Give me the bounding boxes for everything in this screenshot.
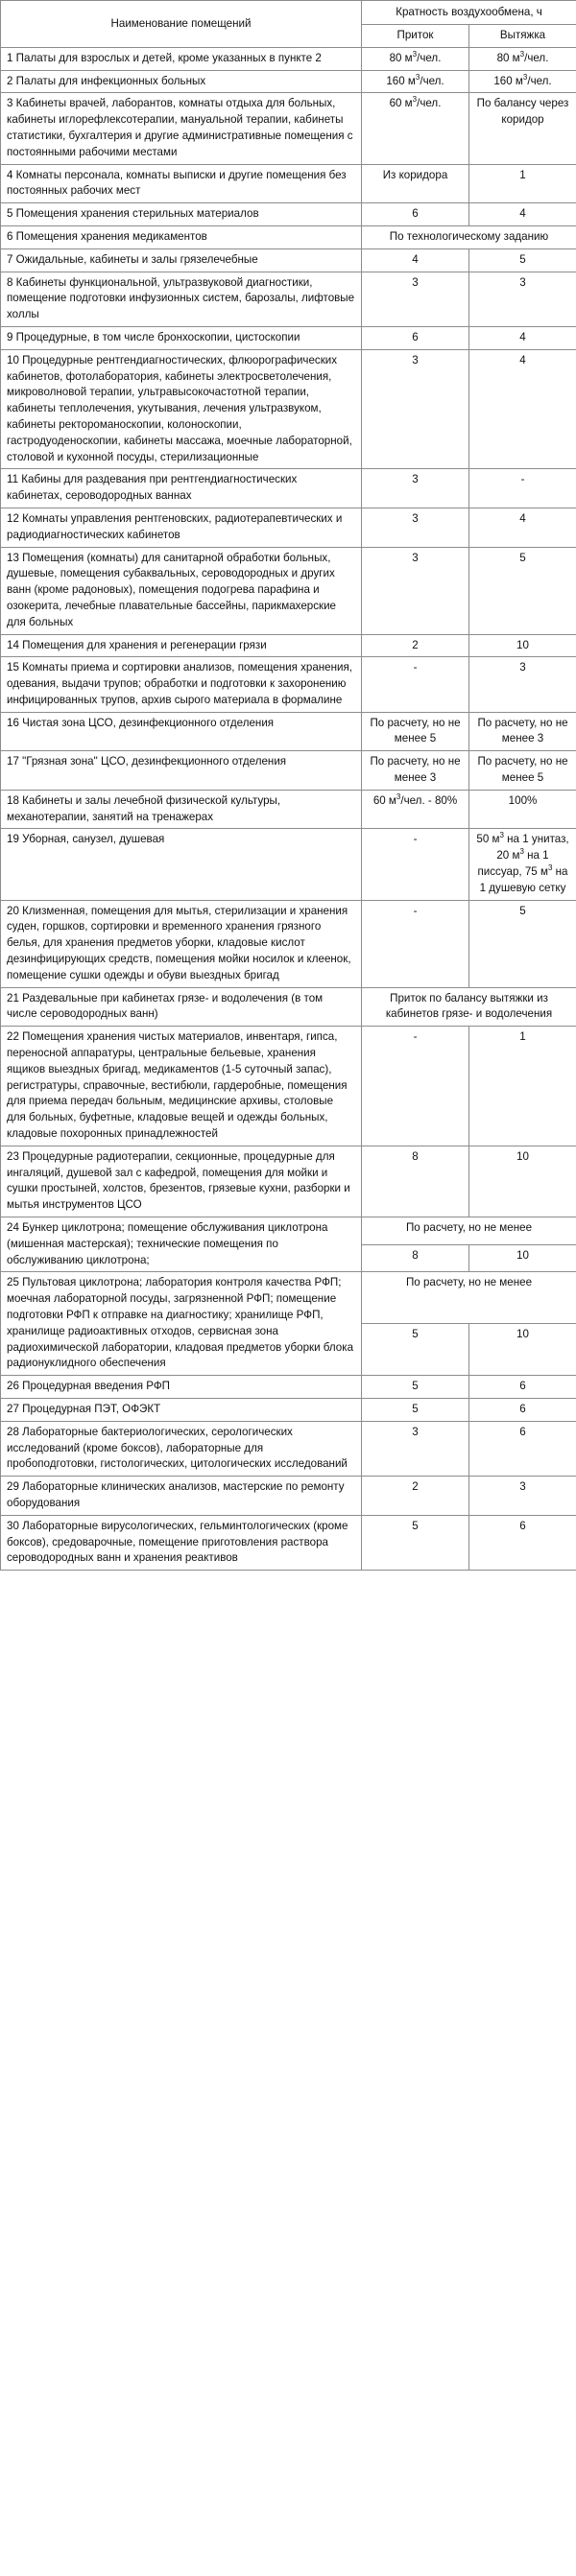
room-name: 15 Комнаты приема и сортировки анализов, помещения хранения, одевания, выдачи трупов; обработки и подготовки к захоронению инфицированных трупов, архив сырого материала в формалине [1, 657, 362, 712]
exhaust-rate: 80 $м^3$/чел. [469, 47, 576, 70]
exhaust-rate: 5 [469, 547, 576, 634]
supply-rate: - [362, 900, 469, 987]
room-name: 17 "Грязная зона" ЦСО, дезинфекционного отделения [1, 751, 362, 791]
supply-rate: 3 [362, 349, 469, 469]
exhaust-rate: По балансу через коридор [469, 93, 576, 164]
table-row [1, 1421, 576, 1476]
exhaust-rate: 4 [469, 508, 576, 547]
supply-rate: 3 [362, 272, 469, 326]
supply-rate: 3 [362, 547, 469, 634]
room-name: 1 Палаты для взрослых и детей, кроме указанных в пункте 2 [1, 47, 362, 70]
exhaust-rate: 100% [469, 790, 576, 829]
room-name: 5 Помещения хранения стерильных материалов [1, 203, 362, 226]
table-row [1, 900, 576, 987]
table-row [1, 203, 576, 226]
supply-rate: - [362, 1027, 469, 1146]
exhaust-rate: 6 [469, 1421, 576, 1476]
table-body [1, 47, 576, 1570]
table-row [1, 469, 576, 508]
exhaust-rate: 160 $м^3$/чел. [469, 70, 576, 93]
table-row [1, 829, 576, 900]
supply-rate: 80 $м^3$/чел. [362, 47, 469, 70]
exhaust-rate: 6 [469, 1376, 576, 1399]
table-row [1, 326, 576, 349]
room-name: 23 Процедурные радиотерапии, секционные, процедурные для ингаляций, душевой зал с кафедрой, помещения для мойки и сушки простыней, холстов, брезентов, грязевые кухни, разборки и мытья инструментов ЦСО [1, 1146, 362, 1217]
exhaust-rate: 4 [469, 349, 576, 469]
supply-rate: 6 [362, 203, 469, 226]
table-row [1, 93, 576, 164]
exhaust-rate: 6 [469, 1398, 576, 1421]
exhaust-rate: 10 [469, 634, 576, 657]
room-name: 3 Кабинеты врачей, лаборантов, комнаты отдыха для больных, кабинеты иглорефлексотерапии, мануальной терапии, кабинеты статистики, бухгалтерия и другие административные помещения с постоянными рабочими местами [1, 93, 362, 164]
supply-rate: 3 [362, 508, 469, 547]
supply-rate: 160 $м^3$/чел. [362, 70, 469, 93]
table-row [1, 272, 576, 326]
exhaust-rate: 10 [469, 1244, 576, 1272]
table-row [1, 1515, 576, 1570]
room-name: 30 Лабораторные вирусологических, гельминтологических (кроме боксов), средоварочные, помещение приготовления раствора сероводородных ванн и хранения реактивов [1, 1515, 362, 1570]
merged-rate-note: По расчету, но не менее [362, 1272, 576, 1324]
supply-rate: 3 [362, 1421, 469, 1476]
room-name: 10 Процедурные рентгендиагностических, флюорографических кабинетов, фотолаборатория, кабинеты электросветолечения, микроволновой терапии, ультравысокочастотной терапии, кабинеты теплолечения, укутывания, лечения ультразвуком, кабинеты ректороманоскопии, колоноскопии, гастродуоденоскопии, кабинеты массажа, моечные лабораторной, столовой и кухонной посуды, стерилизационные [1, 349, 362, 469]
supply-rate: 5 [362, 1324, 469, 1376]
supply-rate: 2 [362, 634, 469, 657]
exhaust-rate: По расчету, но не менее 5 [469, 751, 576, 791]
room-name: 21 Раздевальные при кабинетах грязе- и водолечения (в том числе сероводородных ванн) [1, 987, 362, 1027]
supply-rate: 8 [362, 1244, 469, 1272]
supply-rate: 4 [362, 248, 469, 272]
supply-rate: По расчету, но не менее 5 [362, 712, 469, 751]
room-name: 7 Ожидальные, кабинеты и залы грязелечебные [1, 248, 362, 272]
exhaust-rate: 50 $м^3$ на 1 унитаз, 20 $м^3$ на 1 писсуар, 75 $м^3$ на 1 душевую сетку [469, 829, 576, 900]
table-row [1, 712, 576, 751]
table-row [1, 657, 576, 712]
exhaust-rate: 5 [469, 900, 576, 987]
table-row [1, 70, 576, 93]
table-row [1, 349, 576, 469]
room-name: 26 Процедурная введения РФП [1, 1376, 362, 1399]
exhaust-header: Вытяжка [469, 25, 576, 48]
exhaust-rate: По расчету, но не менее 3 [469, 712, 576, 751]
supply-header: Приток [362, 25, 469, 48]
exhaust-rate: 4 [469, 326, 576, 349]
room-name: 22 Помещения хранения чистых материалов, инвентаря, гипса, переносной аппаратуры, центральные бельевые, хранения ящиков выездных бригад, медикаментов (1-5 суточный запас), регистратуры, справочные, вестибюли, гардеробные, помещения для приема передач больным, медицинские архивы, столовые для больных, буфетные, кладовые вещей и одежды больных, кладовые похоронных принадлежностей [1, 1027, 362, 1146]
room-name: 14 Помещения для хранения и регенерации грязи [1, 634, 362, 657]
room-name: 24 Бункер циклотрона; помещение обслуживания циклотрона (мишенная мастерская); технические помещения по обслуживанию циклотрона; [1, 1217, 362, 1272]
supply-rate: - [362, 657, 469, 712]
exhaust-rate: 1 [469, 164, 576, 203]
merged-rate-note: Приток по балансу вытяжки из кабинетов грязе- и водолечения [362, 987, 576, 1027]
exhaust-rate: 10 [469, 1324, 576, 1376]
table-row [1, 508, 576, 547]
supply-rate: 5 [362, 1376, 469, 1399]
supply-rate: 3 [362, 469, 469, 508]
supply-rate: 2 [362, 1477, 469, 1516]
room-name: 8 Кабинеты функциональной, ультразвуковой диагностики, помещение подготовки инфузионных систем, барозалы, лифтовые холлы [1, 272, 362, 326]
room-name: 27 Процедурная ПЭТ, ОФЭКТ [1, 1398, 362, 1421]
room-name: 13 Помещения (комнаты) для санитарной обработки больных, душевые, помещения субаквальных, сероводородных и других ванн (кроме радоновых), помещения подогрева парафина и озокерита, лечебные плавательные бассейны, парикмахерские для больных [1, 547, 362, 634]
room-name: 25 Пультовая циклотрона; лаборатория контроля качества РФП; моечная лабораторной посуды, загрязненной РФП; помещение подготовки РФП к отправке на диагностику; хранилище РФП, хранилище радиоактивных отходов, сервисная зона радиохимической лаборатории, кладовая предметов уборки блока радионуклидного обеспечения [1, 1272, 362, 1376]
table-row [1, 1376, 576, 1399]
table-row [1, 164, 576, 203]
table-row [1, 1398, 576, 1421]
exhaust-rate: 10 [469, 1146, 576, 1217]
table-row [1, 634, 576, 657]
room-name: 12 Комнаты управления рентгеновских, радиотерапевтических и радиодиагностических кабинетов [1, 508, 362, 547]
table-row [1, 1217, 576, 1245]
exhaust-rate: 3 [469, 1477, 576, 1516]
table-row [1, 1027, 576, 1146]
exhaust-rate: 5 [469, 248, 576, 272]
supply-rate: 60 $м^3$/чел. - 80% [362, 790, 469, 829]
supply-rate: 6 [362, 326, 469, 349]
exhaust-rate: 3 [469, 272, 576, 326]
supply-rate: 60 $м^3$/чел. [362, 93, 469, 164]
exhaust-rate: 4 [469, 203, 576, 226]
table-row [1, 790, 576, 829]
table-row [1, 248, 576, 272]
merged-rate-note: По расчету, но не менее [362, 1217, 576, 1245]
table-row [1, 987, 576, 1027]
table-row [1, 47, 576, 70]
exhaust-rate: 6 [469, 1515, 576, 1570]
table-row [1, 1477, 576, 1516]
table-row [1, 1272, 576, 1324]
merged-rate-note: По технологическому заданию [362, 225, 576, 248]
supply-rate: По расчету, но не менее 3 [362, 751, 469, 791]
room-name: 18 Кабинеты и залы лечебной физической культуры, механотерапии, занятий на тренажерах [1, 790, 362, 829]
table-row [1, 751, 576, 791]
room-name: 11 Кабины для раздевания при рентгендиагностических кабинетах, сероводородных ваннах [1, 469, 362, 508]
room-name: 9 Процедурные, в том числе бронхоскопии, цистоскопии [1, 326, 362, 349]
supply-rate: 5 [362, 1515, 469, 1570]
table-row [1, 1146, 576, 1217]
room-name: 28 Лабораторные бактериологических, серологических исследований (кроме боксов), лабораторные для пробоподготовки, гистологических, цитологических исследований [1, 1421, 362, 1476]
supply-rate: Из коридора [362, 164, 469, 203]
room-name: 20 Клизменная, помещения для мытья, стерилизации и хранения суден, горшков, сортировки и временного хранения грязного белья, для хранения предметов уборки, кладовые кислот дезинфицирующих средств, помещения мойки носилок и клеенок, помещение сушки одежды и обуви выездных бригад [1, 900, 362, 987]
supply-rate: 5 [362, 1398, 469, 1421]
exhaust-rate: 3 [469, 657, 576, 712]
room-name-header: Наименование помещений [1, 1, 362, 48]
room-name: 2 Палаты для инфекционных больных [1, 70, 362, 93]
room-name: 6 Помещения хранения медикаментов [1, 225, 362, 248]
exhaust-rate: 1 [469, 1027, 576, 1146]
room-name: 4 Комнаты персонала, комнаты выписки и другие помещения без постоянных рабочих мест [1, 164, 362, 203]
table-row [1, 225, 576, 248]
room-name: 29 Лабораторные клинических анализов, мастерские по ремонту оборудования [1, 1477, 362, 1516]
room-name: 16 Чистая зона ЦСО, дезинфекционного отделения [1, 712, 362, 751]
supply-rate: - [362, 829, 469, 900]
exhaust-rate: - [469, 469, 576, 508]
room-name: 19 Уборная, санузел, душевая [1, 829, 362, 900]
table-header [1, 1, 576, 48]
air-exchange-rate-header: Кратность воздухообмена, ч [362, 1, 576, 25]
table-row [1, 547, 576, 634]
supply-rate: 8 [362, 1146, 469, 1217]
